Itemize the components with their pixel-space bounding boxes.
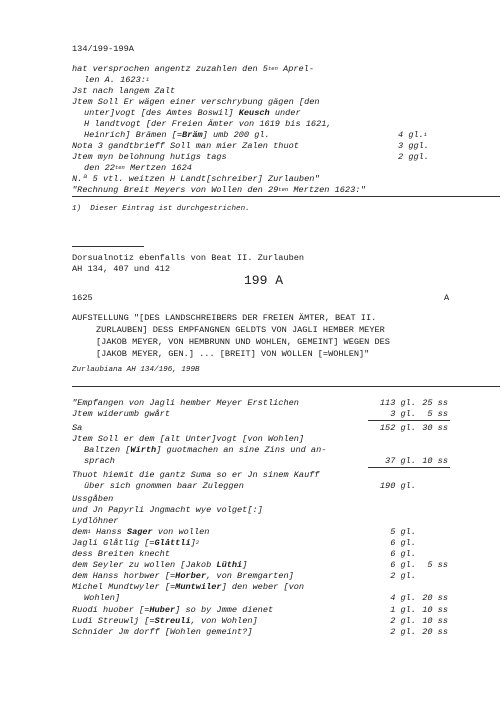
ledger-text: und Jn Papyrli Jngmacht wye volget[:] <box>72 505 263 515</box>
ledger-amount-gl <box>372 616 416 627</box>
ledger-amount-gl <box>372 538 416 549</box>
record-line-text: Mertzen 1624 <box>124 163 192 173</box>
name-bold: Muntwiler <box>175 582 222 592</box>
ledger-entry <box>84 445 326 456</box>
amount-text: 1 gl. <box>390 605 416 615</box>
record-line-text: hat versprochen angentz zuzahlen den 5 <box>72 64 268 74</box>
ledger-amount-ss <box>422 627 448 638</box>
record-amount-text: 2 ggl. <box>398 152 429 162</box>
ledger-entry <box>84 481 244 492</box>
amount-text: 25 ss <box>422 398 448 408</box>
record-amount <box>398 152 429 163</box>
ledger-text: dem <box>72 527 88 537</box>
superscript: 2 <box>195 539 200 546</box>
superscript: 1 <box>145 76 150 83</box>
amount-text: 2 gl. <box>390 616 416 626</box>
dorsal-rule <box>72 246 144 247</box>
record-line-text: under <box>269 108 301 118</box>
amount-text: 113 gl. <box>379 398 416 408</box>
name-bold: Keusch <box>238 108 270 118</box>
ledger-amount-gl <box>372 593 416 604</box>
ledger-amount-ss <box>422 398 448 409</box>
ledger-entry <box>72 549 170 560</box>
record-line <box>72 185 366 196</box>
ledger-text: Wohlen] <box>84 593 121 603</box>
ledger-entry <box>72 423 82 434</box>
ledger-amount-gl <box>372 627 416 638</box>
ledger-entry <box>84 593 120 604</box>
name-bold: Bräm <box>182 130 203 140</box>
name-bold: Glåttli <box>154 538 191 548</box>
ledger-top-rule <box>72 386 500 387</box>
page-reference <box>72 44 134 55</box>
superscript: 1 <box>87 528 91 535</box>
ledger-entry <box>72 398 299 409</box>
amount-text: 37 gl. <box>385 456 416 466</box>
ledger-text: dem Hanss horbwer [= <box>72 571 176 581</box>
record-line-text: Jst nach langem Zalt <box>72 86 176 96</box>
record-line-text: Aprel- <box>277 64 314 74</box>
ledger-amount-gl <box>372 398 416 409</box>
title-text: [JAKOB MEYER, GEN.] ... [BREIT] VON WOLLEN [=WOHLEN]" <box>96 349 370 359</box>
ledger-entry <box>72 505 263 516</box>
ledger-entry <box>72 434 304 445</box>
title-text: [JAKOB MEYER, VON HEMBRUNN UND WOHLEN, GEMEINT] WEGEN DES <box>96 337 390 347</box>
amount-text: 5 ss <box>427 409 448 419</box>
footnote <box>72 204 250 215</box>
ledger-text: Sa <box>72 423 83 433</box>
record-amount-text: 4 gl. <box>398 130 424 140</box>
ledger-text: von wollen <box>152 527 210 537</box>
ledger-amount-gl <box>372 423 416 434</box>
record-line <box>72 152 227 163</box>
amount-text: 6 gl. <box>390 538 416 548</box>
ledger-amount-gl <box>372 560 416 571</box>
ledger-amount-gl <box>372 605 416 616</box>
title-text: AUFSTELLUNG "[DES LANDSCHREIBERS DER FREIEN ÄMTER, BEAT II. <box>72 313 377 323</box>
ledger-text: ] guotmachen an sine Zins und an- <box>156 445 327 455</box>
record-line-text: Mertzen 1623:" <box>288 185 366 195</box>
record-line-text: N.ª 5 vtl. weitzen H Landt[schreiber] Zurlauben" <box>72 174 320 184</box>
ledger-entry <box>84 456 115 467</box>
ledger-amount-ss <box>422 423 448 434</box>
document-year <box>72 293 93 304</box>
ledger-amount-ss <box>422 456 448 467</box>
ledger-text: Hanss <box>90 527 127 537</box>
document-letter <box>444 293 449 304</box>
ledger-entry <box>72 582 304 593</box>
superscript: ten <box>114 164 125 171</box>
record-amount <box>398 130 427 141</box>
superscript: 1 <box>423 131 428 138</box>
ledger-text: "Empfangen von Jagli hember Meyer Erstlichen <box>72 398 299 408</box>
record-line <box>84 163 192 174</box>
ledger-text: Ruodi huober [= <box>72 605 150 615</box>
name-bold: Horber <box>175 571 207 581</box>
superscript: ten <box>278 186 289 193</box>
ledger-entry <box>72 571 294 582</box>
record-line <box>72 141 299 152</box>
amount-text: 20 ss <box>422 627 448 637</box>
doc-number-suffix: A <box>275 273 284 288</box>
doc-number-text: 199 <box>244 273 276 288</box>
dorsal-note-line1 <box>72 253 304 264</box>
ledger-amount-ss <box>422 605 448 616</box>
record-line-text: len A. 1623: <box>84 75 146 85</box>
ledger-amount-gl <box>372 409 416 420</box>
section-divider <box>72 196 500 197</box>
ledger-entry <box>72 494 113 505</box>
ledger-amount-ss <box>422 409 448 420</box>
amount-text: 5 gl. <box>390 527 416 537</box>
ledger-text: über sich gnommen baar Zuleggen <box>84 481 244 491</box>
amount-text: 30 ss <box>422 423 448 433</box>
ledger-amount-ss <box>422 593 448 604</box>
footnote-text: 1) Dieser Eintrag ist durchgestrichen. <box>72 205 250 213</box>
ledger-text: , von Bremgarten] <box>206 571 294 581</box>
ledger-entry <box>72 627 253 638</box>
record-line-text: ] umb 200 gl. <box>202 130 270 140</box>
ledger-text: Baltzen [ <box>84 445 131 455</box>
record-line <box>72 86 175 97</box>
amount-text: 10 ss <box>422 605 448 615</box>
ledger-text: ] <box>242 560 248 570</box>
ledger-entry <box>72 527 209 538</box>
ledger-text: Ludi Streuwlj [= <box>72 616 155 626</box>
ledger-text: , von Wohlen] <box>190 616 258 626</box>
name-bold: Huber <box>149 605 176 615</box>
amount-text: 20 ss <box>422 593 448 603</box>
record-line-text: H landtvogt [der Freien Ämter von 1619 bis 1621, <box>84 119 332 129</box>
record-line <box>72 97 320 108</box>
name-bold: Streuli <box>154 616 191 626</box>
ledger-text: Thuot hiemit die gantz Suma so er Jn sinem Kauff <box>72 470 320 480</box>
ledger-text: Lydlöhner <box>72 516 119 526</box>
dorsal-note-text: AH 134, 407 und 412 <box>72 264 170 274</box>
sum-underline <box>368 467 450 468</box>
record-line-text: Jtem Soll Er wägen einer verschrybung gägen [den <box>72 97 320 107</box>
record-line-text: Nota 3 gandtbrieff Soll man mier Zalen thuot <box>72 141 299 151</box>
ledger-text: Schnider Jm dorff [Wohlen gemeint?] <box>72 627 253 637</box>
document-title-line <box>96 349 369 360</box>
name-bold: Lüthi <box>216 560 243 570</box>
ledger-entry <box>72 538 199 549</box>
title-text: ZURLAUBEN] DESS EMPFANGNEN GELDTS VON JAGLI HEMBER MEYER <box>96 325 385 335</box>
ledger-amount-ss <box>422 616 448 627</box>
record-line <box>84 119 332 130</box>
amount-text: 10 ss <box>422 456 448 466</box>
ledger-text: ] den weber [von <box>221 582 305 592</box>
ledger-text: Jagli Glåtlig [= <box>72 538 155 548</box>
record-line <box>84 75 149 86</box>
page-reference-text: 134/199-199A <box>72 44 134 54</box>
ledger-text: Michel Mundtwyler [= <box>72 582 176 592</box>
ledger-entry <box>72 560 247 571</box>
amount-text: 152 gl. <box>379 423 416 433</box>
amount-text: 6 gl. <box>390 560 416 570</box>
source-text: Zurlaubiana AH 134/196, 199B <box>72 366 200 374</box>
record-line <box>72 64 314 75</box>
record-line-text: den 22 <box>84 163 115 173</box>
ledger-text: ] so by Jmme dienet <box>175 605 274 615</box>
ledger-text: dess Breiten knecht <box>72 549 170 559</box>
document-title-line <box>96 337 390 348</box>
ledger-entry <box>72 605 273 616</box>
ledger-amount-gl <box>372 571 416 582</box>
letter-text: A <box>444 293 450 303</box>
record-line-text: unter]vogt [des Amtes Boswil] <box>84 108 239 118</box>
ledger-entry <box>72 409 170 420</box>
amount-text: 3 gl. <box>390 409 416 419</box>
ledger-text: ] <box>190 538 196 548</box>
record-line <box>84 130 270 141</box>
name-bold: Wirth <box>130 445 157 455</box>
dorsal-note-line2 <box>72 264 170 275</box>
ledger-entry <box>72 616 258 627</box>
name-bold: Sager <box>126 527 153 537</box>
ledger-amount-gl <box>372 527 416 538</box>
ledger-text: Jtem widerumb gwårt <box>72 409 170 419</box>
year-text: 1625 <box>72 293 93 303</box>
document-title-line <box>72 313 376 324</box>
record-line <box>72 174 320 185</box>
ledger-text: dem Seyler zu wollen [Jakob <box>72 560 217 570</box>
ledger-amount-ss <box>422 560 448 571</box>
amount-text: 6 gl. <box>390 549 416 559</box>
amount-text: 10 ss <box>422 616 448 626</box>
amount-text: 190 gl. <box>379 481 416 491</box>
record-amount <box>398 141 429 152</box>
record-line <box>84 108 301 119</box>
amount-text: 4 gl. <box>390 593 416 603</box>
amount-text: 5 ss <box>427 560 448 570</box>
ledger-amount-gl <box>372 481 416 492</box>
record-line-text: "Rechnung Breit Meyers von Wollen den 29 <box>72 185 279 195</box>
ledger-text: sprach <box>84 456 115 466</box>
amount-text: 2 gl. <box>390 571 416 581</box>
document-title-line <box>96 325 385 336</box>
ledger-entry <box>72 470 320 481</box>
record-line-text: Jtem myn belohnung hutigs tags <box>72 152 227 162</box>
amount-text: 2 gl. <box>390 627 416 637</box>
ledger-entry <box>72 516 118 527</box>
ledger-text: Jtem Soll er dem [alt Unter]vogt [von Wohlen] <box>72 434 305 444</box>
document-number <box>244 275 283 286</box>
sum-underline <box>368 420 450 421</box>
ledger-amount-gl <box>372 456 416 467</box>
superscript: ten <box>267 65 278 72</box>
record-amount-text: 3 ggl. <box>398 141 429 151</box>
ledger-amount-gl <box>372 549 416 560</box>
record-line-text: Heinrich] Brämen [= <box>84 130 182 140</box>
ledger-text: Ussgåben <box>72 494 114 504</box>
source-reference <box>72 365 200 376</box>
dorsal-note-text: Dorsualnotiz ebenfalls von Beat II. Zurlauben <box>72 253 305 263</box>
